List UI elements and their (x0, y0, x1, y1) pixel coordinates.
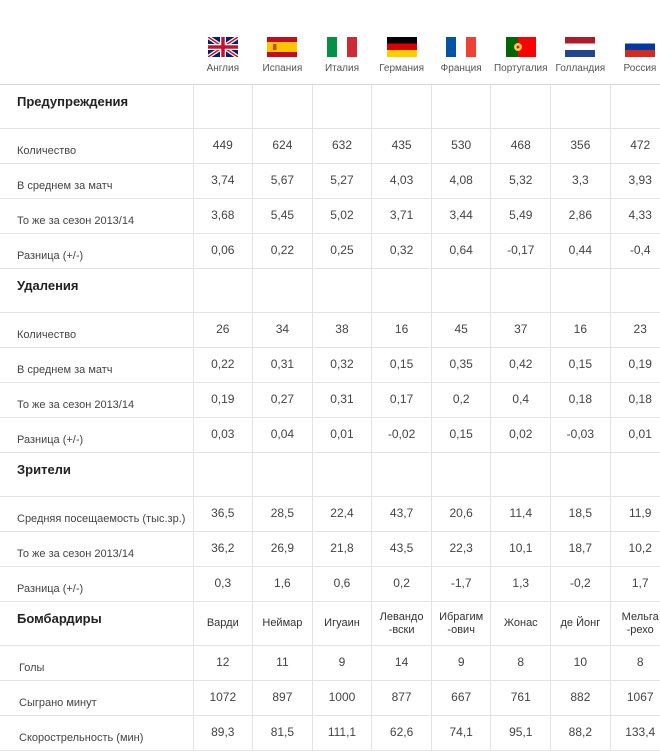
section-header-row (0, 453, 660, 497)
value-cell: 26 (193, 313, 253, 348)
table-row (0, 681, 660, 716)
empty-cell (610, 85, 660, 129)
value-cell: 877 (372, 681, 432, 716)
value-cell: 624 (253, 129, 313, 164)
value-cell: 8 (610, 646, 660, 681)
scorer-name: Мельга -рехо (610, 602, 660, 646)
table-row (0, 129, 660, 164)
value-cell: 0,2 (431, 383, 491, 418)
value-cell: 5,67 (253, 164, 313, 199)
row-label: В среднем за матч (0, 348, 193, 383)
value-cell: 43,7 (372, 497, 432, 532)
country-name: Испания (262, 63, 303, 74)
value-cell: 5,49 (491, 199, 551, 234)
country-header-cell (610, 0, 660, 85)
value-cell: 45 (431, 313, 491, 348)
value-cell: 9 (431, 646, 491, 681)
value-cell: 435 (372, 129, 432, 164)
value-cell: 81,5 (253, 716, 313, 751)
value-cell: 3,3 (551, 164, 611, 199)
value-cell: 23 (610, 313, 660, 348)
country-header-cell (431, 0, 491, 85)
table-row (0, 234, 660, 269)
value-cell: -0,2 (551, 567, 611, 602)
value-cell: 26,9 (253, 532, 313, 567)
value-cell: 9 (312, 646, 372, 681)
value-cell: 11,9 (610, 497, 660, 532)
empty-cell (253, 269, 313, 313)
scorer-name: Неймар (253, 602, 313, 646)
country-name: Франция (440, 63, 482, 74)
scorer-name: Жонас (491, 602, 551, 646)
value-cell: 0,15 (551, 348, 611, 383)
value-cell: 0,25 (312, 234, 372, 269)
value-cell: 10,1 (491, 532, 551, 567)
value-cell: 0,18 (610, 383, 660, 418)
value-cell: 43,5 (372, 532, 432, 567)
section-title: Бомбардиры (0, 602, 193, 646)
value-cell: 74,1 (431, 716, 491, 751)
netherlands-flag-icon (565, 37, 595, 57)
value-cell: 11 (253, 646, 313, 681)
value-cell: 18,5 (551, 497, 611, 532)
scorer-name: Левандо -вски (372, 602, 432, 646)
russia-flag-icon (625, 37, 655, 57)
value-cell: 1,7 (610, 567, 660, 602)
table-row (0, 383, 660, 418)
value-cell: 34 (253, 313, 313, 348)
value-cell: 0,02 (491, 418, 551, 453)
scorer-name: Ибрагим -ович (431, 602, 491, 646)
empty-cell (253, 453, 313, 497)
value-cell: 667 (431, 681, 491, 716)
country-header-cell (491, 0, 551, 85)
row-label: Скорострельность (мин) (0, 716, 193, 751)
value-cell: 3,44 (431, 199, 491, 234)
row-label: Количество (0, 129, 193, 164)
value-cell: 5,32 (491, 164, 551, 199)
portugal-flag-icon (506, 37, 536, 57)
value-cell: 38 (312, 313, 372, 348)
section-title: Удаления (0, 269, 193, 313)
country-name: Голландия (555, 63, 606, 74)
country-header-cell (193, 0, 253, 85)
value-cell: -0,02 (372, 418, 432, 453)
country-name: Италия (324, 63, 360, 74)
value-cell: -0,03 (551, 418, 611, 453)
country-header-cell (312, 0, 372, 85)
value-cell: 0,31 (312, 383, 372, 418)
value-cell: 4,33 (610, 199, 660, 234)
value-cell: 95,1 (491, 716, 551, 751)
empty-cell (431, 269, 491, 313)
value-cell: 761 (491, 681, 551, 716)
value-cell: 3,71 (372, 199, 432, 234)
value-cell: 14 (372, 646, 432, 681)
value-cell: 0,27 (253, 383, 313, 418)
row-label: Средняя посещаемость (тыс.зр.) (0, 497, 193, 532)
value-cell: 0,01 (610, 418, 660, 453)
table-row (0, 199, 660, 234)
empty-cell (312, 85, 372, 129)
value-cell: 0,15 (372, 348, 432, 383)
value-cell: 1,3 (491, 567, 551, 602)
value-cell: 18,7 (551, 532, 611, 567)
value-cell: 0,17 (372, 383, 432, 418)
value-cell: 8 (491, 646, 551, 681)
value-cell: 89,3 (193, 716, 253, 751)
country-header-cell (372, 0, 432, 85)
value-cell: 111,1 (312, 716, 372, 751)
value-cell: 0,18 (551, 383, 611, 418)
value-cell: 16 (372, 313, 432, 348)
empty-cell (193, 85, 253, 129)
section-title: Предупреждения (0, 85, 193, 129)
value-cell: 5,02 (312, 199, 372, 234)
table-row (0, 313, 660, 348)
empty-cell (610, 453, 660, 497)
value-cell: 0,2 (372, 567, 432, 602)
table-row (0, 716, 660, 751)
table-row (0, 646, 660, 681)
value-cell: 11,4 (491, 497, 551, 532)
country-header-row (0, 0, 660, 85)
value-cell: 16 (551, 313, 611, 348)
row-label: Количество (0, 313, 193, 348)
empty-cell (312, 269, 372, 313)
table-row (0, 418, 660, 453)
value-cell: 88,2 (551, 716, 611, 751)
empty-cell (491, 453, 551, 497)
table-row (0, 348, 660, 383)
value-cell: 0,35 (431, 348, 491, 383)
country-header-cell (551, 0, 611, 85)
value-cell: 0,19 (193, 383, 253, 418)
value-cell: 0,04 (253, 418, 313, 453)
value-cell: 356 (551, 129, 611, 164)
value-cell: 37 (491, 313, 551, 348)
value-cell: 5,45 (253, 199, 313, 234)
value-cell: 36,2 (193, 532, 253, 567)
value-cell: 3,68 (193, 199, 253, 234)
empty-cell (491, 269, 551, 313)
row-label: То же за сезон 2013/14 (0, 383, 193, 418)
empty-cell (551, 453, 611, 497)
corner-cell (0, 0, 193, 85)
value-cell: 0,6 (312, 567, 372, 602)
scorer-name: Игуаин (312, 602, 372, 646)
empty-cell (551, 269, 611, 313)
row-label: Разница (+/-) (0, 567, 193, 602)
value-cell: 4,08 (431, 164, 491, 199)
value-cell: 21,8 (312, 532, 372, 567)
value-cell: 0,64 (431, 234, 491, 269)
value-cell: 530 (431, 129, 491, 164)
row-label: Разница (+/-) (0, 418, 193, 453)
value-cell: 0,32 (312, 348, 372, 383)
value-cell: 0,22 (193, 348, 253, 383)
empty-cell (610, 269, 660, 313)
country-name: Португалия (493, 63, 548, 74)
row-label: В среднем за матч (0, 164, 193, 199)
value-cell: 0,32 (372, 234, 432, 269)
empty-cell (431, 453, 491, 497)
empty-cell (491, 85, 551, 129)
value-cell: 882 (551, 681, 611, 716)
value-cell: 0,06 (193, 234, 253, 269)
value-cell: 1000 (312, 681, 372, 716)
germany-flag-icon (387, 37, 417, 57)
empty-cell (372, 269, 432, 313)
value-cell: 1067 (610, 681, 660, 716)
value-cell: 1,6 (253, 567, 313, 602)
value-cell: 10 (551, 646, 611, 681)
value-cell: 449 (193, 129, 253, 164)
value-cell: 468 (491, 129, 551, 164)
empty-cell (312, 453, 372, 497)
value-cell: 62,6 (372, 716, 432, 751)
empty-cell (253, 85, 313, 129)
value-cell: 10,2 (610, 532, 660, 567)
value-cell: 12 (193, 646, 253, 681)
row-label: Сыграно минут (0, 681, 193, 716)
section-title: Зрители (0, 453, 193, 497)
empty-cell (372, 453, 432, 497)
value-cell: 36,5 (193, 497, 253, 532)
value-cell: -1,7 (431, 567, 491, 602)
empty-cell (551, 85, 611, 129)
value-cell: 3,74 (193, 164, 253, 199)
table-row (0, 164, 660, 199)
value-cell: 5,27 (312, 164, 372, 199)
value-cell: 4,03 (372, 164, 432, 199)
section-header-row (0, 269, 660, 313)
value-cell: 0,31 (253, 348, 313, 383)
row-label: Разница (+/-) (0, 234, 193, 269)
country-header-cell (253, 0, 313, 85)
value-cell: 632 (312, 129, 372, 164)
value-cell: 28,5 (253, 497, 313, 532)
section-header-row (0, 602, 660, 646)
value-cell: 0,42 (491, 348, 551, 383)
value-cell: 0,15 (431, 418, 491, 453)
value-cell: 3,93 (610, 164, 660, 199)
value-cell: 0,4 (491, 383, 551, 418)
table-row (0, 532, 660, 567)
table-row (0, 567, 660, 602)
country-name: Россия (623, 63, 657, 74)
empty-cell (431, 85, 491, 129)
country-name: Германия (379, 63, 424, 74)
france-flag-icon (446, 37, 476, 57)
italy-flag-icon (327, 37, 357, 57)
value-cell: 22,4 (312, 497, 372, 532)
value-cell: 22,3 (431, 532, 491, 567)
spain-flag-icon (267, 37, 297, 57)
value-cell: 0,22 (253, 234, 313, 269)
value-cell: 0,03 (193, 418, 253, 453)
country-name: Англия (206, 63, 240, 74)
value-cell: 133,4 (610, 716, 660, 751)
value-cell: 0,01 (312, 418, 372, 453)
value-cell: -0,4 (610, 234, 660, 269)
value-cell: 0,3 (193, 567, 253, 602)
value-cell: 20,6 (431, 497, 491, 532)
empty-cell (372, 85, 432, 129)
value-cell: -0,17 (491, 234, 551, 269)
value-cell: 472 (610, 129, 660, 164)
table-row (0, 497, 660, 532)
scorer-name: Варди (193, 602, 253, 646)
value-cell: 0,19 (610, 348, 660, 383)
row-label: То же за сезон 2013/14 (0, 199, 193, 234)
empty-cell (193, 453, 253, 497)
value-cell: 897 (253, 681, 313, 716)
value-cell: 0,44 (551, 234, 611, 269)
value-cell: 2,86 (551, 199, 611, 234)
row-label: То же за сезон 2013/14 (0, 532, 193, 567)
england-flag-icon (208, 37, 238, 57)
empty-cell (193, 269, 253, 313)
value-cell: 1072 (193, 681, 253, 716)
scorer-name: де Йонг (551, 602, 611, 646)
row-label: Голы (0, 646, 193, 681)
section-header-row (0, 85, 660, 129)
